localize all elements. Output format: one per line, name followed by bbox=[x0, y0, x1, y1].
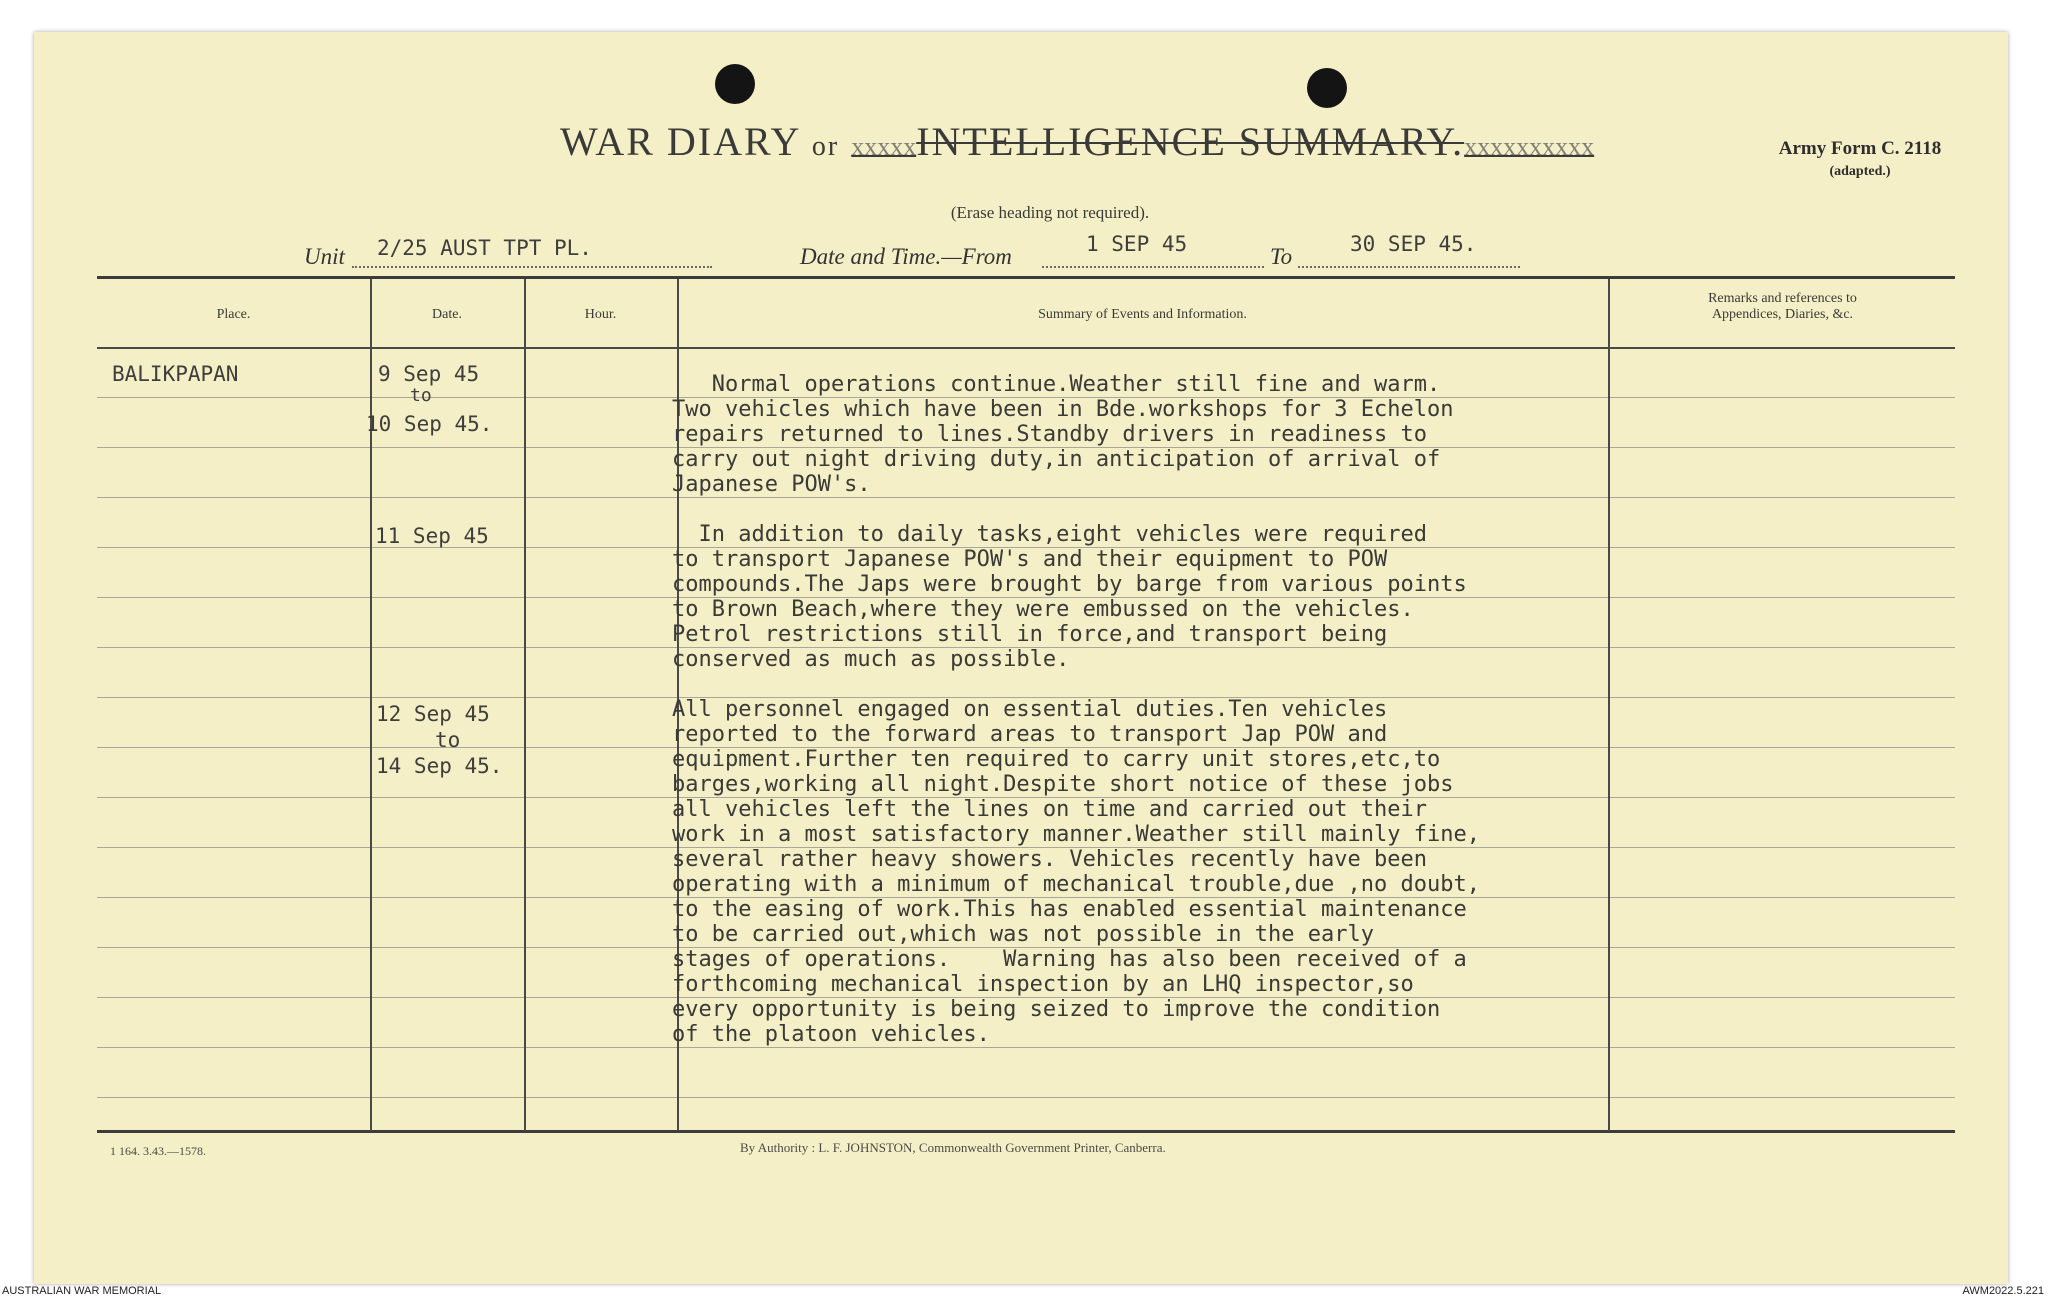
adapted-note: (adapted.) bbox=[1829, 164, 1891, 179]
ruled-line bbox=[97, 497, 1955, 498]
punch-hole bbox=[1307, 68, 1347, 108]
unit-dotted-line bbox=[352, 266, 712, 268]
column-header-summary: Summary of Events and Information. bbox=[1038, 307, 1247, 322]
column-divider bbox=[524, 279, 526, 1131]
form-title: WAR DIARY or xxxxxINTELLIGENCE SUMMARY.xxxxxxxxxx bbox=[560, 119, 1595, 164]
column-header-remarks: Remarks and references to Appendices, Diaries, &c. bbox=[1708, 291, 1857, 322]
entry-date-to: to bbox=[410, 385, 432, 406]
entry-summary: In addition to daily tasks,eight vehicles were required to transport Japanese POW's and their equipment to POW compounds.The Japs were brought by barge from various points to Brown Beach,where they were embussed on the vehicles. Petrol restrictions still in force,and transport being conserved as much as possible. bbox=[672, 522, 1467, 672]
entry-place: BALIKPAPAN bbox=[112, 362, 239, 386]
entry-date: 11 Sep 45 bbox=[375, 524, 489, 548]
from-dotted-line bbox=[1042, 266, 1264, 268]
entry-date-end: 14 Sep 45. bbox=[376, 754, 503, 778]
from-value: 1 SEP 45 bbox=[1086, 232, 1188, 256]
ruled-line bbox=[97, 1097, 1955, 1098]
entry-date-end: 10 Sep 45. bbox=[366, 412, 493, 436]
erase-note: (Erase heading not required). bbox=[950, 203, 1150, 222]
archive-caption-left: AUSTRALIAN WAR MEMORIAL bbox=[2, 1285, 162, 1297]
archive-caption-right: AWM2022.5.221 bbox=[1962, 1285, 2044, 1297]
to-label: To bbox=[1270, 244, 1293, 269]
unit-label: Unit bbox=[304, 244, 345, 269]
entry-date: 12 Sep 45 bbox=[376, 702, 490, 726]
header-rule bbox=[97, 347, 1955, 349]
army-form-number: Army Form C. 2118 bbox=[1778, 138, 1942, 159]
table-bottom-rule bbox=[97, 1130, 1955, 1133]
punch-hole bbox=[715, 64, 755, 104]
column-divider bbox=[370, 279, 372, 1131]
printer-authority: By Authority : L. F. JOHNSTON, Commonwealth Government Printer, Canberra. bbox=[740, 1140, 1166, 1155]
column-header-hour: Hour. bbox=[584, 307, 617, 322]
entry-summary: All personnel engaged on essential duties.Ten vehicles reported to the forward areas to transport Jap POW and equipment.Further ten required to carry unit stores,etc,to barges,working all night.Despite short notice of these jobs all vehicles left the lines on time and carried out their work in a most satisfactory manner.Weather still mainly fine, several rather heavy showers. Vehicles recently have been operating with a minimum of mechanical trouble,due ,no doubt, to the easing of work.This has enabled essential maintenance to be carried out,which was not possible in the early stages of operations. Warning has also been received of a forthcoming mechanical inspection by an LHQ inspector,so every opportunity is being seized to improve the condition of the platoon vehicles. bbox=[672, 697, 1480, 1047]
entry-date: 9 Sep 45 bbox=[378, 362, 480, 386]
print-code: 1 164. 3.43.—1578. bbox=[110, 1144, 206, 1158]
column-header-place: Place. bbox=[216, 307, 251, 322]
date-time-label: Date and Time.—From bbox=[800, 244, 1012, 269]
entry-summary: Normal operations continue.Weather still fine and warm. Two vehicles which have been in Bde.workshops for 3 Echelon repairs returned to lines.Standby drivers in readiness to carry out night driving duty,in anticipation of arrival of Japanese POW's. bbox=[672, 372, 1454, 497]
entry-date-to: to bbox=[435, 728, 461, 752]
column-header-date: Date. bbox=[432, 307, 462, 322]
ruled-line bbox=[97, 1047, 1955, 1048]
table-top-rule bbox=[97, 276, 1955, 279]
to-value: 30 SEP 45. bbox=[1350, 232, 1477, 256]
to-dotted-line bbox=[1298, 266, 1520, 268]
unit-value: 2/25 AUST TPT PL. bbox=[377, 236, 592, 260]
